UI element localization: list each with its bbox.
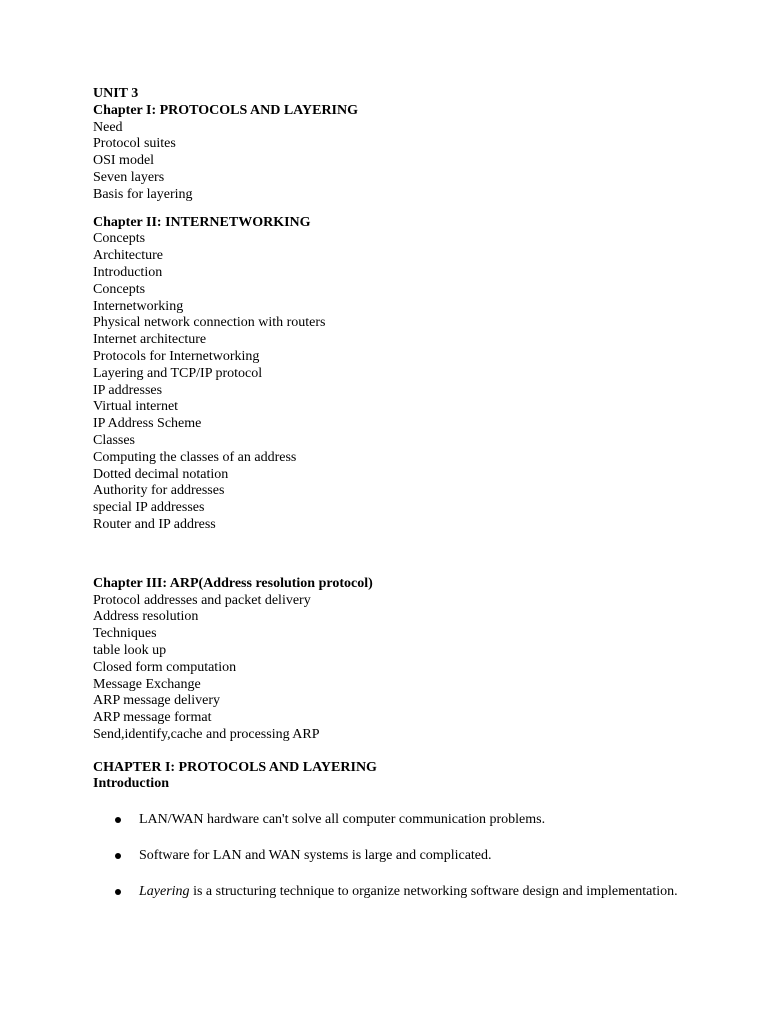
toc-item: Send,identify,cache and processing ARP bbox=[93, 726, 320, 742]
body-section bbox=[93, 760, 713, 902]
toc-item: Message Exchange bbox=[93, 676, 201, 692]
section-heading: CHAPTER I: PROTOCOLS AND LAYERING bbox=[93, 759, 377, 775]
bullet-text: LAN/WAN hardware can't solve all computer communication problems. bbox=[139, 812, 546, 828]
chapter-heading: Chapter II: INTERNETWORKING bbox=[93, 214, 311, 230]
toc-item: Closed form computation bbox=[93, 659, 237, 675]
toc-item: IP addresses bbox=[93, 382, 163, 398]
toc-item: Physical network connection with routers bbox=[93, 315, 326, 331]
section-subheading: Introduction bbox=[93, 776, 169, 792]
toc-item: Classes bbox=[93, 432, 135, 448]
unit-title: UNIT 3 bbox=[93, 86, 139, 101]
bullet-item bbox=[93, 847, 699, 865]
toc-chapter-3 bbox=[93, 576, 713, 744]
toc-item: Introduction bbox=[93, 264, 163, 280]
chapter-heading: Chapter I: PROTOCOLS AND LAYERING bbox=[93, 102, 359, 118]
document-page bbox=[93, 86, 713, 919]
toc-item: table look up bbox=[93, 642, 167, 658]
toc-item: Protocol suites bbox=[93, 136, 176, 152]
toc-item: Internetworking bbox=[93, 298, 184, 314]
spacer bbox=[93, 204, 713, 215]
toc-item: Authority for addresses bbox=[93, 483, 225, 499]
toc-item: special IP addresses bbox=[93, 500, 205, 516]
toc-item: Internet architecture bbox=[93, 332, 207, 348]
toc-item: Protocol addresses and packet delivery bbox=[93, 592, 311, 608]
toc-item: Computing the classes of an address bbox=[93, 449, 297, 465]
toc-item: Protocols for Internetworking bbox=[93, 348, 260, 364]
bullet-italic-term: Layering bbox=[139, 884, 190, 900]
bullet-list bbox=[93, 811, 713, 901]
bullet-icon bbox=[115, 817, 121, 823]
toc-item: Router and IP address bbox=[93, 516, 216, 532]
toc-item: ARP message delivery bbox=[93, 693, 221, 709]
chapter-heading: Chapter III: ARP(Address resolution protocol) bbox=[93, 575, 373, 591]
toc-item: Techniques bbox=[93, 626, 157, 642]
bullet-item bbox=[93, 811, 699, 829]
toc-item: Layering and TCP/IP protocol bbox=[93, 365, 263, 381]
toc-item: Architecture bbox=[93, 248, 163, 264]
toc-item: Concepts bbox=[93, 281, 146, 297]
toc-item: Need bbox=[93, 119, 123, 135]
toc-item: IP Address Scheme bbox=[93, 416, 202, 432]
toc-item: Dotted decimal notation bbox=[93, 466, 229, 482]
bullet-text: is a structuring technique to organize networking software design and implementation. bbox=[189, 884, 678, 900]
toc-item: Basis for layering bbox=[93, 186, 193, 202]
toc-item: Address resolution bbox=[93, 609, 199, 625]
spacer bbox=[93, 534, 713, 576]
toc-item: Virtual internet bbox=[93, 399, 179, 415]
toc-item: Seven layers bbox=[93, 169, 165, 185]
toc-item: ARP message format bbox=[93, 710, 212, 726]
bullet-icon bbox=[115, 889, 121, 895]
spacer bbox=[93, 744, 713, 760]
bullet-item bbox=[93, 883, 699, 901]
bullet-text: Software for LAN and WAN systems is large and complicated. bbox=[139, 848, 492, 864]
spacer bbox=[93, 793, 713, 811]
bullet-icon bbox=[115, 853, 121, 859]
toc-item: Concepts bbox=[93, 231, 146, 247]
toc-chapter-1 bbox=[93, 103, 713, 204]
toc-chapter-2 bbox=[93, 215, 713, 534]
toc-item: OSI model bbox=[93, 153, 155, 169]
